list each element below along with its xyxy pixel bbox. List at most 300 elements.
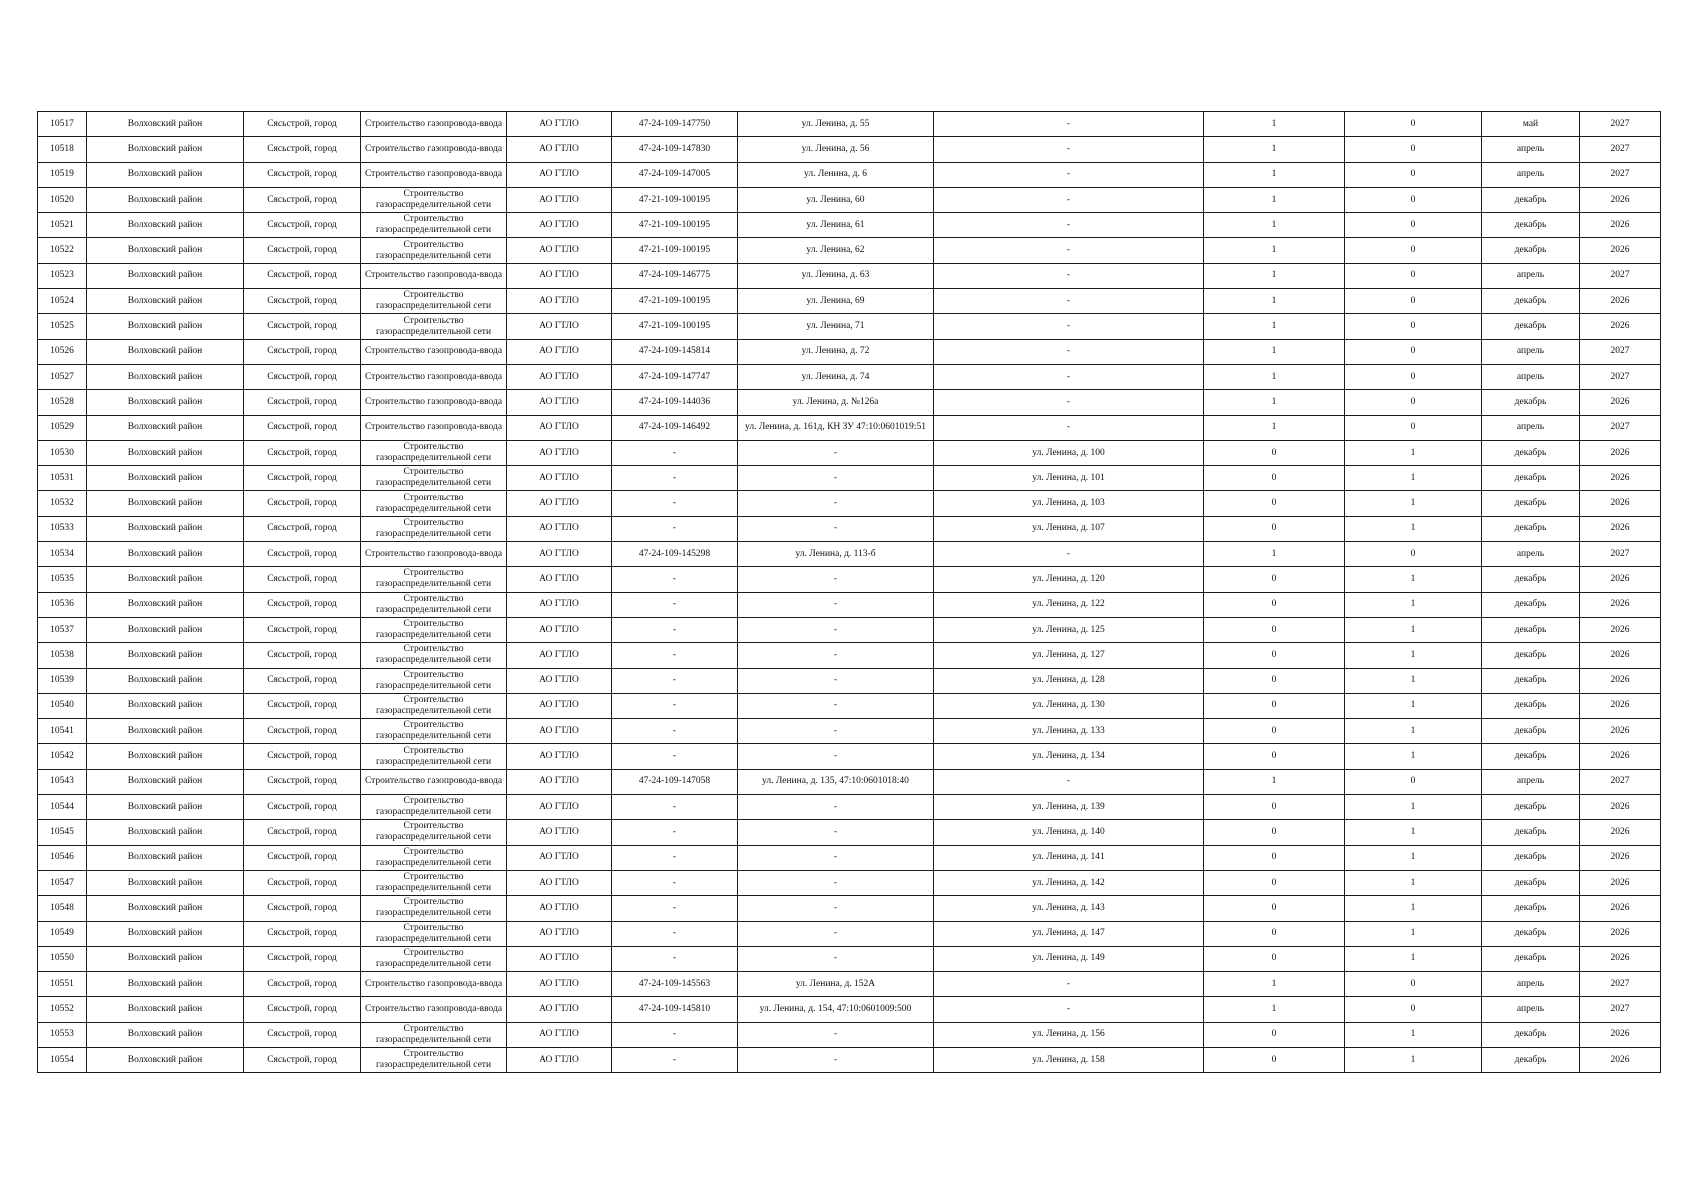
input-count-cell: 0: [1204, 592, 1345, 617]
year-cell: 2026: [1580, 1047, 1661, 1072]
district-cell: Волховский район: [87, 1022, 244, 1047]
year-cell: 2026: [1580, 314, 1661, 339]
network-count-cell: 1: [1345, 946, 1482, 971]
application-number-cell: -: [612, 440, 738, 465]
application-number-cell: -: [612, 466, 738, 491]
year-cell: 2026: [1580, 921, 1661, 946]
application-number-cell: -: [612, 845, 738, 870]
application-number-cell: -: [612, 592, 738, 617]
network-address-cell: -: [934, 112, 1204, 137]
year-cell: 2026: [1580, 643, 1661, 668]
network-count-cell: 0: [1345, 390, 1482, 415]
district-cell: Волховский район: [87, 795, 244, 820]
organization-cell: АО ГТЛО: [507, 516, 612, 541]
year-cell: 2026: [1580, 617, 1661, 642]
table-row: [38, 946, 1661, 971]
application-number-cell: -: [612, 643, 738, 668]
organization-cell: АО ГТЛО: [507, 744, 612, 769]
network-address-cell: -: [934, 542, 1204, 567]
settlement-cell: Сясьстрой, город: [244, 187, 361, 212]
address-cell: ул. Ленина, д. 6: [738, 162, 934, 187]
year-cell: 2027: [1580, 339, 1661, 364]
year-cell: 2026: [1580, 744, 1661, 769]
network-address-cell: -: [934, 972, 1204, 997]
work-type-cell: Строительство газораспределительной сети: [361, 1047, 507, 1072]
network-address-cell: ул. Ленина, д. 100: [934, 440, 1204, 465]
month-cell: декабрь: [1482, 567, 1580, 592]
input-count-cell: 1: [1204, 263, 1345, 288]
network-count-cell: 1: [1345, 617, 1482, 642]
year-cell: 2026: [1580, 567, 1661, 592]
year-cell: 2027: [1580, 162, 1661, 187]
district-cell: Волховский район: [87, 339, 244, 364]
month-cell: декабрь: [1482, 213, 1580, 238]
work-type-cell: Строительство газораспределительной сети: [361, 516, 507, 541]
month-cell: декабрь: [1482, 896, 1580, 921]
district-cell: Волховский район: [87, 516, 244, 541]
settlement-cell: Сясьстрой, город: [244, 213, 361, 238]
network-count-cell: 1: [1345, 744, 1482, 769]
organization-cell: АО ГТЛО: [507, 187, 612, 212]
input-count-cell: 0: [1204, 719, 1345, 744]
organization-cell: АО ГТЛО: [507, 466, 612, 491]
row-number: 10551: [38, 972, 87, 997]
settlement-cell: Сясьстрой, город: [244, 364, 361, 389]
row-number: 10520: [38, 187, 87, 212]
input-count-cell: 0: [1204, 870, 1345, 895]
network-count-cell: 0: [1345, 972, 1482, 997]
district-cell: Волховский район: [87, 289, 244, 314]
month-cell: апрель: [1482, 137, 1580, 162]
table-row: [38, 997, 1661, 1022]
row-number: 10549: [38, 921, 87, 946]
month-cell: декабрь: [1482, 820, 1580, 845]
work-type-cell: Строительство газораспределительной сети: [361, 491, 507, 516]
network-address-cell: ул. Ленина, д. 141: [934, 845, 1204, 870]
work-type-cell: Строительство газораспределительной сети: [361, 693, 507, 718]
input-count-cell: 1: [1204, 187, 1345, 212]
network-address-cell: -: [934, 415, 1204, 440]
organization-cell: АО ГТЛО: [507, 567, 612, 592]
network-count-cell: 1: [1345, 921, 1482, 946]
table-row: [38, 719, 1661, 744]
settlement-cell: Сясьстрой, город: [244, 542, 361, 567]
network-address-cell: ул. Ленина, д. 133: [934, 719, 1204, 744]
year-cell: 2027: [1580, 769, 1661, 794]
district-cell: Волховский район: [87, 213, 244, 238]
settlement-cell: Сясьстрой, город: [244, 263, 361, 288]
address-cell: -: [738, 491, 934, 516]
table-row: [38, 390, 1661, 415]
address-cell: -: [738, 592, 934, 617]
year-cell: 2026: [1580, 390, 1661, 415]
input-count-cell: 0: [1204, 567, 1345, 592]
address-cell: -: [738, 946, 934, 971]
application-number-cell: 47-24-109-146492: [612, 415, 738, 440]
address-cell: ул. Ленина, д. 152А: [738, 972, 934, 997]
row-number: 10531: [38, 466, 87, 491]
month-cell: декабрь: [1482, 946, 1580, 971]
network-count-cell: 1: [1345, 845, 1482, 870]
district-cell: Волховский район: [87, 997, 244, 1022]
work-type-cell: Строительство газораспределительной сети: [361, 1022, 507, 1047]
input-count-cell: 0: [1204, 1047, 1345, 1072]
application-number-cell: -: [612, 567, 738, 592]
work-type-cell: Строительство газораспределительной сети: [361, 921, 507, 946]
network-address-cell: -: [934, 238, 1204, 263]
address-cell: ул. Ленина, 61: [738, 213, 934, 238]
work-type-cell: Строительство газораспределительной сети: [361, 845, 507, 870]
organization-cell: АО ГТЛО: [507, 972, 612, 997]
network-count-cell: 1: [1345, 668, 1482, 693]
district-cell: Волховский район: [87, 238, 244, 263]
network-address-cell: ул. Ленина, д. 158: [934, 1047, 1204, 1072]
table-row: [38, 415, 1661, 440]
input-count-cell: 1: [1204, 238, 1345, 263]
application-number-cell: -: [612, 820, 738, 845]
address-cell: -: [738, 1022, 934, 1047]
organization-cell: АО ГТЛО: [507, 112, 612, 137]
work-type-cell: Строительство газораспределительной сети: [361, 795, 507, 820]
network-address-cell: ул. Ленина, д. 142: [934, 870, 1204, 895]
table-row: [38, 1022, 1661, 1047]
application-number-cell: 47-24-109-147005: [612, 162, 738, 187]
district-cell: Волховский район: [87, 466, 244, 491]
settlement-cell: Сясьстрой, город: [244, 289, 361, 314]
address-cell: -: [738, 440, 934, 465]
district-cell: Волховский район: [87, 314, 244, 339]
work-type-cell: Строительство газораспределительной сети: [361, 719, 507, 744]
district-cell: Волховский район: [87, 946, 244, 971]
input-count-cell: 0: [1204, 617, 1345, 642]
network-count-cell: 0: [1345, 213, 1482, 238]
work-type-cell: Строительство газопровода-ввода: [361, 162, 507, 187]
address-cell: -: [738, 668, 934, 693]
network-address-cell: ул. Ленина, д. 147: [934, 921, 1204, 946]
application-number-cell: 47-21-109-100195: [612, 314, 738, 339]
month-cell: декабрь: [1482, 870, 1580, 895]
network-address-cell: ул. Ленина, д. 156: [934, 1022, 1204, 1047]
month-cell: май: [1482, 112, 1580, 137]
organization-cell: АО ГТЛО: [507, 440, 612, 465]
table-row: [38, 617, 1661, 642]
settlement-cell: Сясьстрой, город: [244, 769, 361, 794]
year-cell: 2026: [1580, 870, 1661, 895]
network-count-cell: 1: [1345, 870, 1482, 895]
network-address-cell: -: [934, 997, 1204, 1022]
network-count-cell: 1: [1345, 795, 1482, 820]
month-cell: декабрь: [1482, 238, 1580, 263]
work-type-cell: Строительство газопровода-ввода: [361, 769, 507, 794]
network-count-cell: 0: [1345, 542, 1482, 567]
year-cell: 2026: [1580, 668, 1661, 693]
input-count-cell: 1: [1204, 162, 1345, 187]
address-cell: -: [738, 1047, 934, 1072]
network-count-cell: 0: [1345, 769, 1482, 794]
row-number: 10547: [38, 870, 87, 895]
network-count-cell: 1: [1345, 820, 1482, 845]
work-type-cell: Строительство газораспределительной сети: [361, 466, 507, 491]
district-cell: Волховский район: [87, 364, 244, 389]
table-row: [38, 112, 1661, 137]
month-cell: декабрь: [1482, 719, 1580, 744]
month-cell: декабрь: [1482, 491, 1580, 516]
district-cell: Волховский район: [87, 263, 244, 288]
month-cell: декабрь: [1482, 187, 1580, 212]
settlement-cell: Сясьстрой, город: [244, 415, 361, 440]
row-number: 10526: [38, 339, 87, 364]
network-count-cell: 1: [1345, 592, 1482, 617]
district-cell: Волховский район: [87, 112, 244, 137]
application-number-cell: 47-21-109-100195: [612, 289, 738, 314]
network-address-cell: -: [934, 364, 1204, 389]
organization-cell: АО ГТЛО: [507, 314, 612, 339]
network-address-cell: -: [934, 289, 1204, 314]
work-type-cell: Строительство газопровода-ввода: [361, 542, 507, 567]
district-cell: Волховский район: [87, 415, 244, 440]
network-address-cell: -: [934, 162, 1204, 187]
network-count-cell: 0: [1345, 415, 1482, 440]
month-cell: апрель: [1482, 364, 1580, 389]
settlement-cell: Сясьстрой, город: [244, 592, 361, 617]
network-count-cell: 0: [1345, 289, 1482, 314]
network-count-cell: 1: [1345, 719, 1482, 744]
organization-cell: АО ГТЛО: [507, 870, 612, 895]
row-number: 10521: [38, 213, 87, 238]
work-type-cell: Строительство газораспределительной сети: [361, 744, 507, 769]
network-count-cell: 0: [1345, 314, 1482, 339]
year-cell: 2026: [1580, 719, 1661, 744]
table-row: [38, 896, 1661, 921]
year-cell: 2027: [1580, 263, 1661, 288]
district-cell: Волховский район: [87, 491, 244, 516]
organization-cell: АО ГТЛО: [507, 668, 612, 693]
work-type-cell: Строительство газораспределительной сети: [361, 820, 507, 845]
district-cell: Волховский район: [87, 137, 244, 162]
network-address-cell: ул. Ленина, д. 139: [934, 795, 1204, 820]
settlement-cell: Сясьстрой, город: [244, 870, 361, 895]
organization-cell: АО ГТЛО: [507, 795, 612, 820]
year-cell: 2027: [1580, 137, 1661, 162]
district-cell: Волховский район: [87, 921, 244, 946]
month-cell: декабрь: [1482, 440, 1580, 465]
settlement-cell: Сясьстрой, город: [244, 972, 361, 997]
district-cell: Волховский район: [87, 820, 244, 845]
year-cell: 2026: [1580, 946, 1661, 971]
settlement-cell: Сясьстрой, город: [244, 845, 361, 870]
district-cell: Волховский район: [87, 567, 244, 592]
district-cell: Волховский район: [87, 668, 244, 693]
row-number: 10543: [38, 769, 87, 794]
network-address-cell: ул. Ленина, д. 128: [934, 668, 1204, 693]
application-number-cell: 47-21-109-100195: [612, 238, 738, 263]
district-cell: Волховский район: [87, 972, 244, 997]
network-address-cell: ул. Ленина, д. 127: [934, 643, 1204, 668]
work-type-cell: Строительство газопровода-ввода: [361, 112, 507, 137]
district-cell: Волховский район: [87, 719, 244, 744]
month-cell: декабрь: [1482, 668, 1580, 693]
address-cell: ул. Ленина, д. 72: [738, 339, 934, 364]
application-number-cell: 47-21-109-100195: [612, 187, 738, 212]
input-count-cell: 1: [1204, 339, 1345, 364]
row-number: 10541: [38, 719, 87, 744]
settlement-cell: Сясьстрой, город: [244, 567, 361, 592]
table-row: [38, 668, 1661, 693]
district-cell: Волховский район: [87, 744, 244, 769]
organization-cell: АО ГТЛО: [507, 997, 612, 1022]
application-number-cell: -: [612, 617, 738, 642]
work-type-cell: Строительство газопровода-ввода: [361, 972, 507, 997]
input-count-cell: 1: [1204, 997, 1345, 1022]
row-number: 10536: [38, 592, 87, 617]
year-cell: 2026: [1580, 693, 1661, 718]
work-type-cell: Строительство газопровода-ввода: [361, 415, 507, 440]
year-cell: 2027: [1580, 415, 1661, 440]
address-cell: ул. Ленина, 60: [738, 187, 934, 212]
row-number: 10522: [38, 238, 87, 263]
month-cell: апрель: [1482, 339, 1580, 364]
input-count-cell: 0: [1204, 744, 1345, 769]
district-cell: Волховский район: [87, 1047, 244, 1072]
organization-cell: АО ГТЛО: [507, 896, 612, 921]
table-row: [38, 921, 1661, 946]
row-number: 10529: [38, 415, 87, 440]
application-number-cell: 47-24-109-147830: [612, 137, 738, 162]
row-number: 10540: [38, 693, 87, 718]
work-type-cell: Строительство газораспределительной сети: [361, 567, 507, 592]
address-cell: -: [738, 744, 934, 769]
organization-cell: АО ГТЛО: [507, 921, 612, 946]
network-count-cell: 1: [1345, 491, 1482, 516]
month-cell: апрель: [1482, 162, 1580, 187]
table-body: [38, 112, 1661, 1073]
settlement-cell: Сясьстрой, город: [244, 390, 361, 415]
input-count-cell: 0: [1204, 668, 1345, 693]
network-address-cell: -: [934, 390, 1204, 415]
address-cell: ул. Ленина, 71: [738, 314, 934, 339]
row-number: 10538: [38, 643, 87, 668]
table-row: [38, 693, 1661, 718]
network-address-cell: -: [934, 339, 1204, 364]
input-count-cell: 1: [1204, 314, 1345, 339]
address-cell: -: [738, 643, 934, 668]
work-type-cell: Строительство газораспределительной сети: [361, 946, 507, 971]
organization-cell: АО ГТЛО: [507, 339, 612, 364]
row-number: 10552: [38, 997, 87, 1022]
organization-cell: АО ГТЛО: [507, 542, 612, 567]
month-cell: апрель: [1482, 972, 1580, 997]
network-address-cell: ул. Ленина, д. 149: [934, 946, 1204, 971]
month-cell: декабрь: [1482, 795, 1580, 820]
organization-cell: АО ГТЛО: [507, 390, 612, 415]
settlement-cell: Сясьстрой, город: [244, 719, 361, 744]
input-count-cell: 1: [1204, 415, 1345, 440]
organization-cell: АО ГТЛО: [507, 845, 612, 870]
table-row: [38, 769, 1661, 794]
network-count-cell: 1: [1345, 896, 1482, 921]
network-count-cell: 1: [1345, 567, 1482, 592]
application-number-cell: -: [612, 795, 738, 820]
row-number: 10537: [38, 617, 87, 642]
work-type-cell: Строительство газораспределительной сети: [361, 314, 507, 339]
year-cell: 2026: [1580, 516, 1661, 541]
address-cell: -: [738, 845, 934, 870]
table-row: [38, 263, 1661, 288]
application-number-cell: 47-24-109-146775: [612, 263, 738, 288]
input-count-cell: 0: [1204, 795, 1345, 820]
table-row: [38, 137, 1661, 162]
table-row: [38, 795, 1661, 820]
network-count-cell: 1: [1345, 440, 1482, 465]
table-row: [38, 339, 1661, 364]
table-row: [38, 491, 1661, 516]
organization-cell: АО ГТЛО: [507, 238, 612, 263]
district-cell: Волховский район: [87, 162, 244, 187]
network-count-cell: 1: [1345, 466, 1482, 491]
input-count-cell: 0: [1204, 1022, 1345, 1047]
settlement-cell: Сясьстрой, город: [244, 516, 361, 541]
organization-cell: АО ГТЛО: [507, 263, 612, 288]
application-number-cell: 47-24-109-145563: [612, 972, 738, 997]
network-count-cell: 0: [1345, 238, 1482, 263]
settlement-cell: Сясьстрой, город: [244, 896, 361, 921]
settlement-cell: Сясьстрой, город: [244, 668, 361, 693]
application-number-cell: 47-24-109-145298: [612, 542, 738, 567]
network-count-cell: 0: [1345, 263, 1482, 288]
work-type-cell: Строительство газопровода-ввода: [361, 997, 507, 1022]
application-number-cell: -: [612, 896, 738, 921]
row-number: 10517: [38, 112, 87, 137]
row-number: 10530: [38, 440, 87, 465]
year-cell: 2026: [1580, 491, 1661, 516]
work-type-cell: Строительство газопровода-ввода: [361, 390, 507, 415]
network-address-cell: ул. Ленина, д. 120: [934, 567, 1204, 592]
network-address-cell: ул. Ленина, д. 107: [934, 516, 1204, 541]
application-number-cell: 47-21-109-100195: [612, 213, 738, 238]
organization-cell: АО ГТЛО: [507, 1047, 612, 1072]
application-number-cell: -: [612, 693, 738, 718]
address-cell: ул. Ленина, д. 161д, КН ЗУ 47:10:0601019:51: [738, 415, 934, 440]
input-count-cell: 1: [1204, 289, 1345, 314]
table-row: [38, 466, 1661, 491]
address-cell: -: [738, 567, 934, 592]
district-cell: Волховский район: [87, 542, 244, 567]
work-type-cell: Строительство газораспределительной сети: [361, 440, 507, 465]
address-cell: ул. Ленина, д. 63: [738, 263, 934, 288]
year-cell: 2026: [1580, 592, 1661, 617]
network-count-cell: 1: [1345, 1022, 1482, 1047]
year-cell: 2026: [1580, 845, 1661, 870]
settlement-cell: Сясьстрой, город: [244, 997, 361, 1022]
year-cell: 2026: [1580, 795, 1661, 820]
organization-cell: АО ГТЛО: [507, 491, 612, 516]
network-address-cell: ул. Ленина, д. 134: [934, 744, 1204, 769]
application-number-cell: -: [612, 921, 738, 946]
network-count-cell: 0: [1345, 112, 1482, 137]
organization-cell: АО ГТЛО: [507, 769, 612, 794]
network-count-cell: 0: [1345, 997, 1482, 1022]
organization-cell: АО ГТЛО: [507, 415, 612, 440]
row-number: 10545: [38, 820, 87, 845]
application-number-cell: -: [612, 946, 738, 971]
row-number: 10554: [38, 1047, 87, 1072]
network-address-cell: ул. Ленина, д. 143: [934, 896, 1204, 921]
work-type-cell: Строительство газопровода-ввода: [361, 263, 507, 288]
year-cell: 2026: [1580, 238, 1661, 263]
input-count-cell: 1: [1204, 364, 1345, 389]
row-number: 10550: [38, 946, 87, 971]
district-cell: Волховский район: [87, 870, 244, 895]
